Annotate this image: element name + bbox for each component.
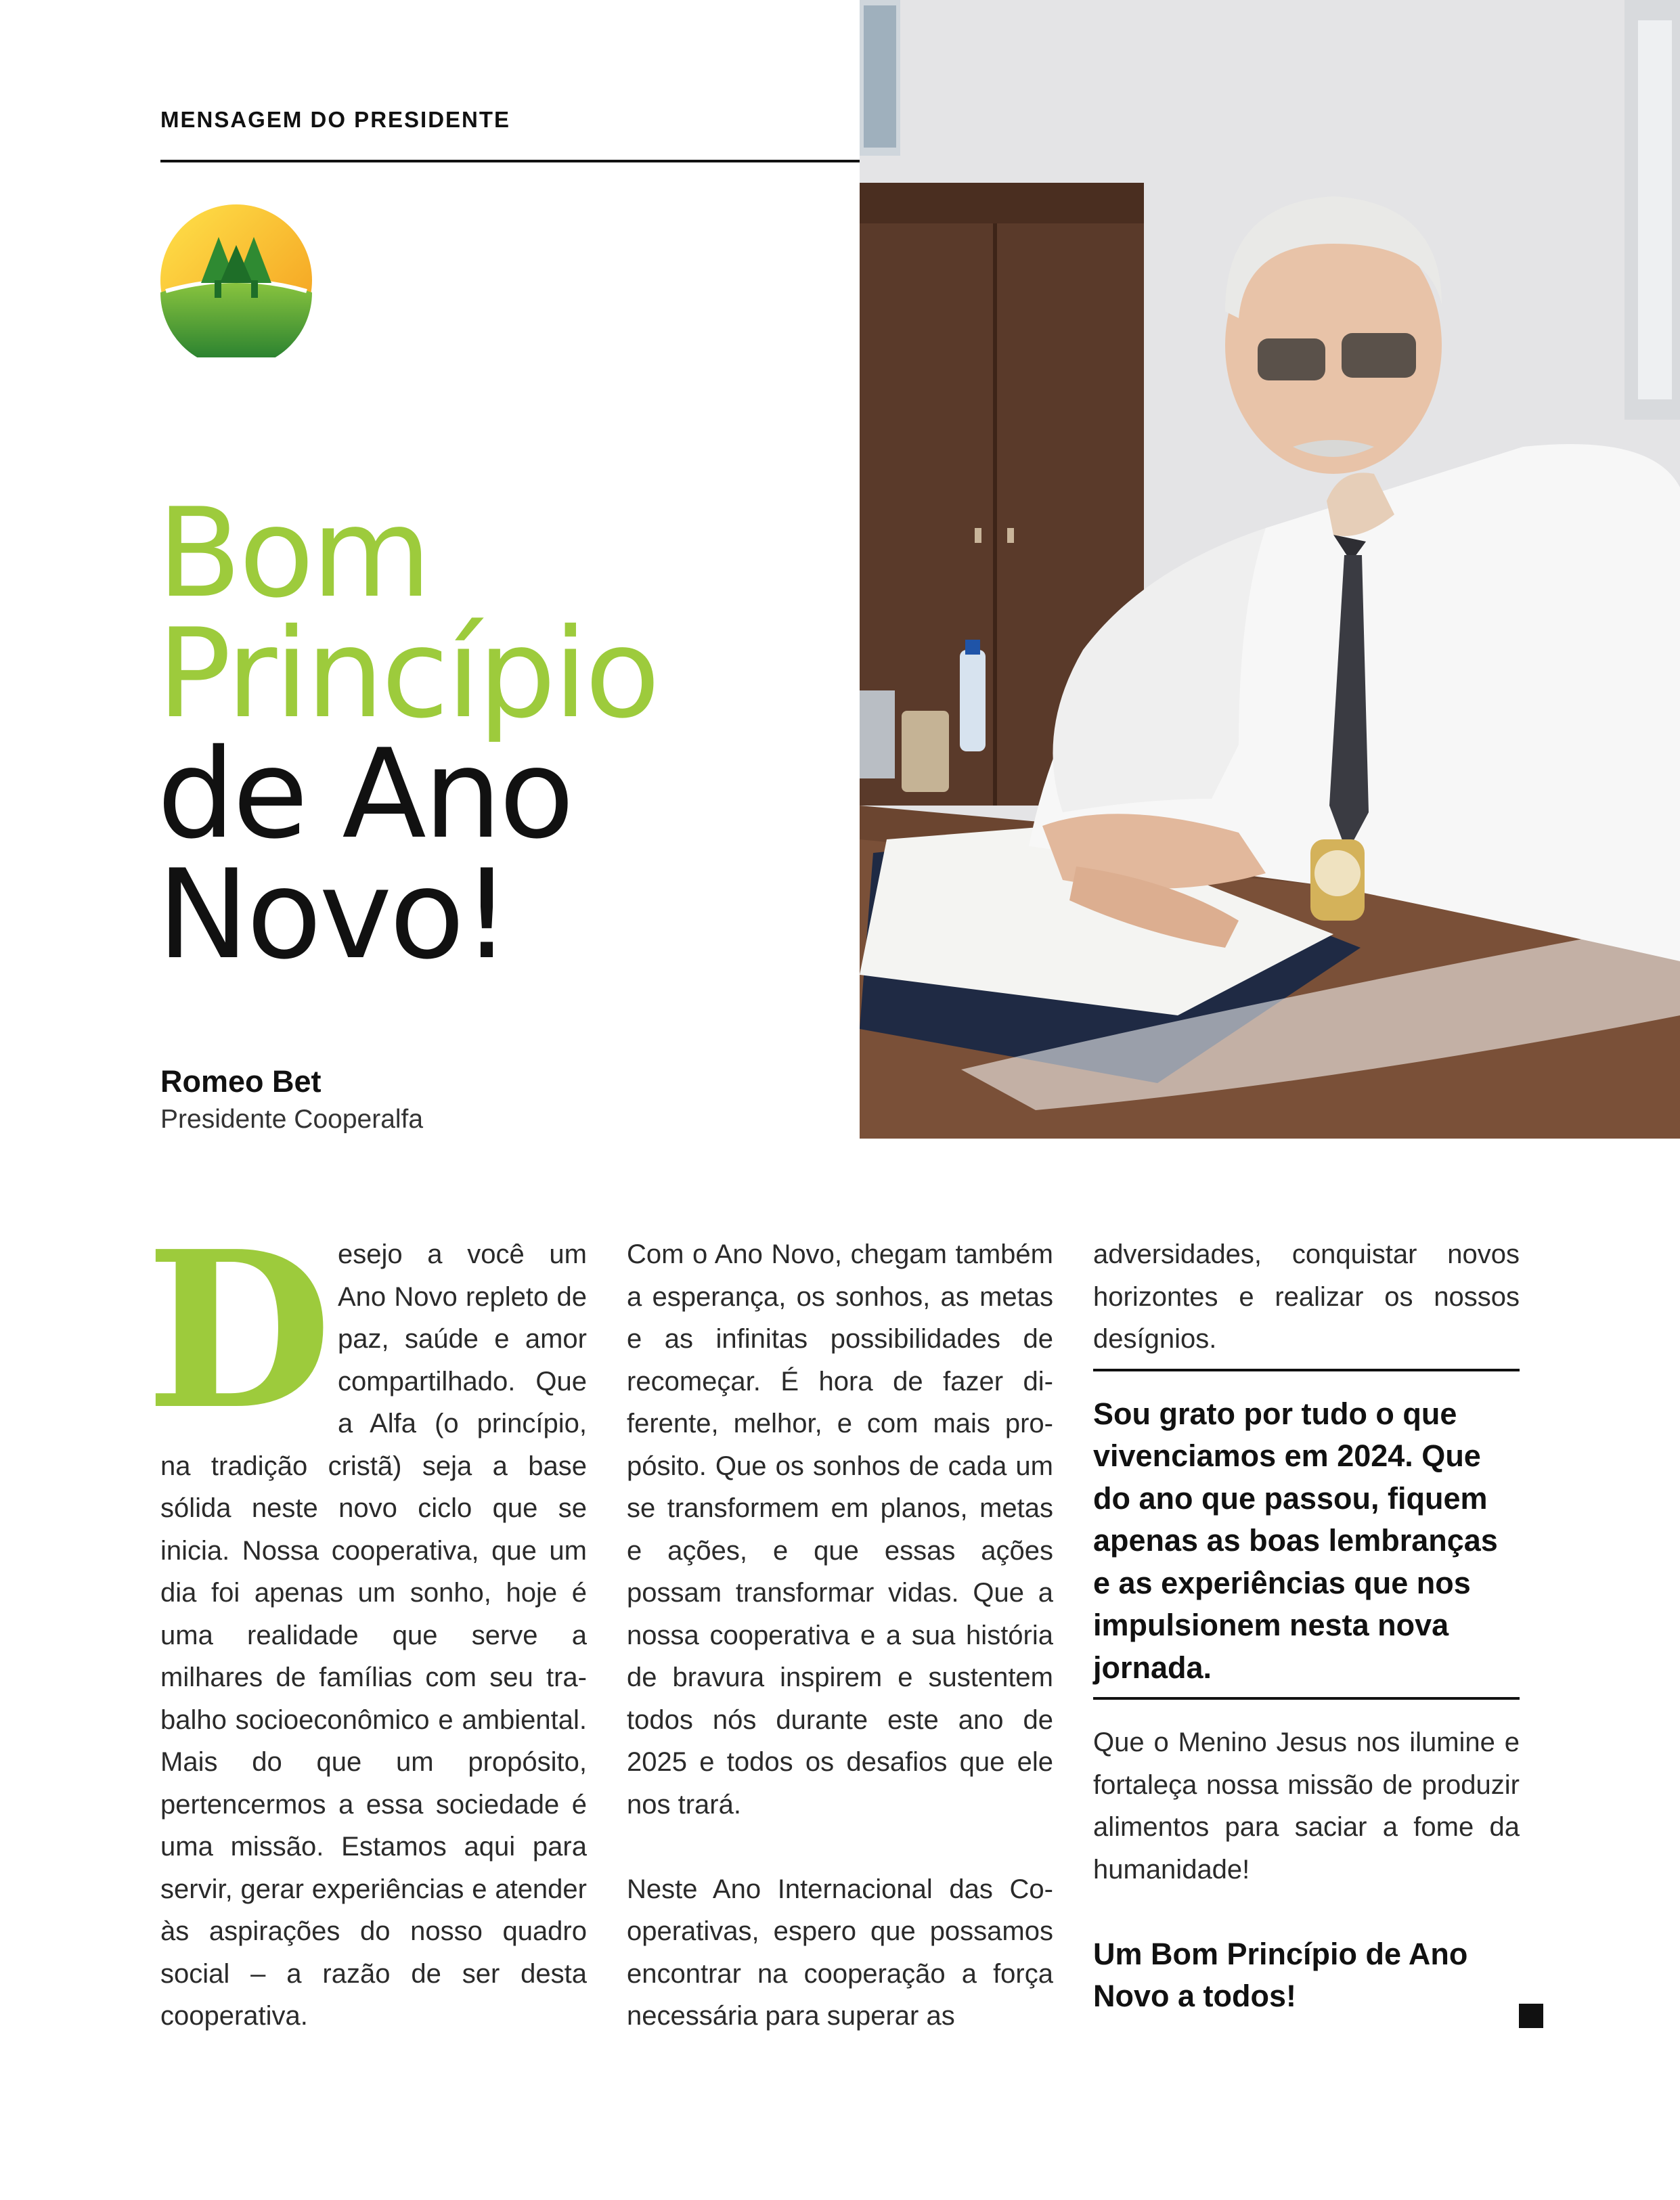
headline-line: Princípio — [157, 602, 658, 745]
author-name: Romeo Bet — [160, 1064, 322, 1099]
article-column-1 — [146, 1204, 587, 2038]
pullquote-rule-bottom — [1093, 1697, 1520, 1700]
article-paragraph: Com o Ano Novo, chegam também a esperança, os sonhos, as metas e as infinitas possibilidades de recomeçar. É hora de fazer diferente, melhor, e com mais propósito. Que os sonhos de cada um se transformem em planos, metas e ações, e que essas ações possam transformar vidas. Que a nossa cooperativa e a sua história de bravura inspirem e sustentem todos nós durante este ano de 2025 e todos os desafios que ele nos trará. — [627, 1239, 1053, 1820]
president-photo — [860, 0, 1680, 1139]
section-divider — [160, 160, 860, 162]
headline-line: Bom — [157, 481, 429, 625]
closing-line: Um Bom Princípio de Ano Novo a todos! — [1093, 1936, 1468, 2013]
end-square-icon — [1519, 2004, 1543, 2028]
article-paragraph: adversidades, conquistar novos horizontes e realizar os nossos desígnios. — [1093, 1239, 1520, 1354]
author-byline — [160, 1064, 423, 1135]
article-column-2 — [627, 1233, 1053, 2038]
headline-line: Novo! — [157, 843, 509, 986]
cooperalfa-logo-icon — [159, 203, 313, 357]
article-paragraph: Que o Menino Jesus nos ilumine e fortaleça nossa missão de produzir alimentos para saciar a fome da humanidade! — [1093, 1728, 1520, 1885]
pull-quote: Sou grato por tudo o que vivenciamos em 2024. Que do ano que passou, fiquem apenas as boas lembranças e as experiências que nos impulsionem nesta nova jornada. — [1093, 1396, 1498, 1685]
headline-line: de Ano — [157, 722, 572, 866]
article-paragraph: esejo a você um Ano Novo repleto de paz, saúde e amor compartilhado. Que a Alfa (o princípio, na tradição cristã) seja a base sólida neste novo ciclo que se inicia. Nossa cooperativa, que um dia foi apenas um sonho, hoje é uma realidade que serve a milhares de famílias com seu trabalho socioeconômico e ambiental. Mais do que um propósito, pertencermos a essa sociedade é uma missão. Estamos aqui para servir, gerar experiências e atender às aspirações do nosso quadro social – a razão de ser desta cooperativa. — [160, 1239, 587, 2031]
article-column-3 — [1093, 1233, 1520, 2018]
author-title: Presidente Cooperalfa — [160, 1105, 424, 1134]
article-paragraph: Neste Ano Internacional das Cooperativas, espero que possamos encontrar na cooperação a força necessária para superar as — [627, 1874, 1053, 2031]
article-headline — [157, 481, 847, 986]
section-label: MENSAGEM DO PRESIDENTE — [160, 107, 511, 132]
pullquote-rule-top — [1093, 1369, 1520, 1371]
drop-cap: D — [146, 1204, 332, 1457]
